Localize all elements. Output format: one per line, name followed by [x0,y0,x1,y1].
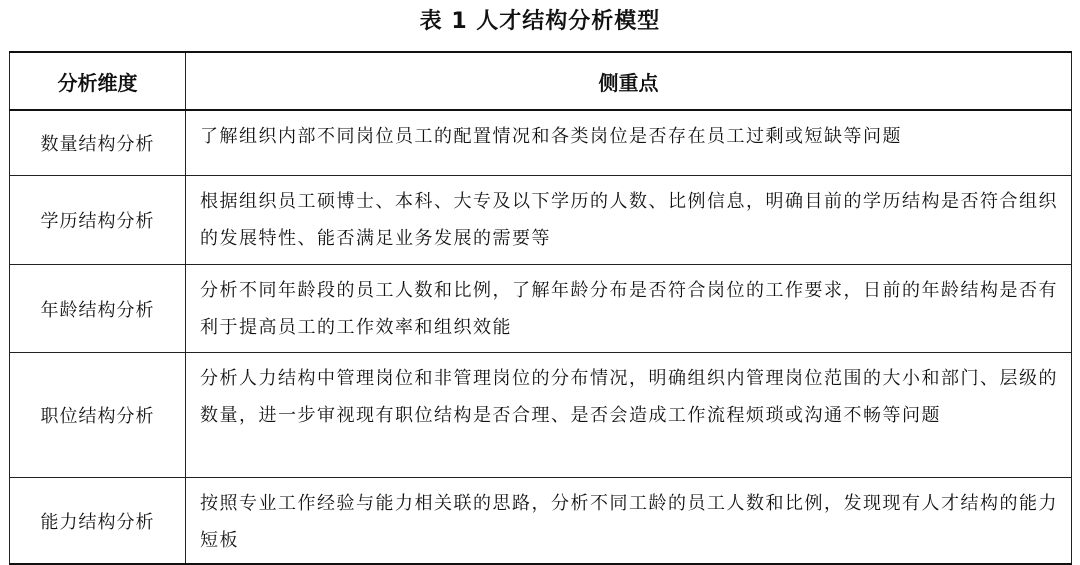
table-row [10,265,1072,353]
column-header-dimension: 分析维度 [10,52,186,110]
dimension-cell: 能力结构分析 [10,478,186,565]
table-row [10,478,1072,565]
table-title: 表 1 人才结构分析模型 [419,9,661,34]
focus-cell: 分析不同年龄段的员工人数和比例，了解年龄分布是否符合岗位的工作要求，日前的年龄结构是否有利于提高员工的工作效率和组织效能 [186,265,1072,353]
dimension-cell: 数量结构分析 [10,110,186,176]
table-header [10,52,1072,110]
focus-cell: 了解组织内部不同岗位员工的配置情况和各类岗位是否存在员工过剩或短缺等问题 [186,110,1072,176]
table-row [10,110,1072,176]
dimension-cell: 学历结构分析 [10,176,186,265]
column-header-focus: 侧重点 [186,52,1072,110]
talent-structure-table [9,51,1072,565]
dimension-cell: 年龄结构分析 [10,265,186,353]
focus-cell: 分析人力结构中管理岗位和非管理岗位的分布情况，明确组织内管理岗位范围的大小和部门、层级的数量，进一步审视现有职位结构是否合理、是否会造成工作流程烦琐或沟通不畅等问题 [186,353,1072,478]
focus-cell: 根据组织员工硕博士、本科、大专及以下学历的人数、比例信息，明确目前的学历结构是否符合组织的发展特性、能否满足业务发展的需要等 [186,176,1072,265]
dimension-cell: 职位结构分析 [10,353,186,478]
table-row [10,353,1072,478]
focus-cell: 按照专业工作经验与能力相关联的思路，分析不同工龄的员工人数和比例，发现现有人才结构的能力短板 [186,478,1072,565]
table-row [10,176,1072,265]
